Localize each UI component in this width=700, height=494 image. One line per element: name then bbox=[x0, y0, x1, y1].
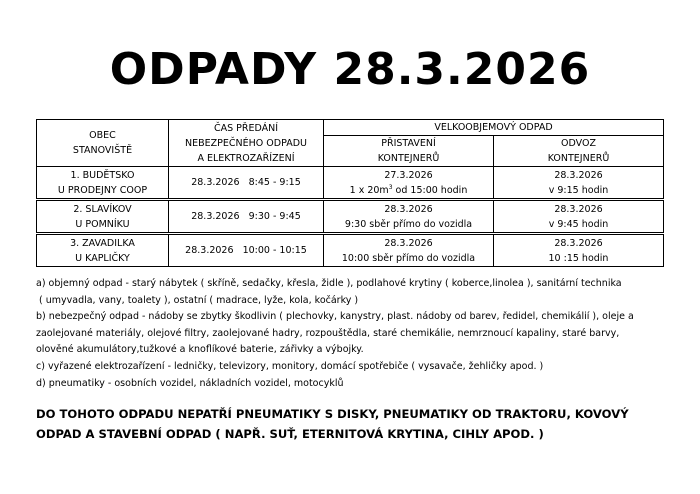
pristaveni-detail: 10:00 sběr přímo do vozidla bbox=[341, 252, 476, 264]
warning-line1: DO TOHOTO ODPADU NEPATŘÍ PNEUMATIKY S DISKY, PNEUMATIKY OD TRAKTORU, KOVOVÝ bbox=[36, 407, 629, 421]
pristaveni-detail-a: 1 x 20m bbox=[349, 184, 389, 196]
header-cas bbox=[169, 120, 324, 167]
table-row bbox=[37, 201, 664, 233]
header-obec bbox=[37, 120, 169, 167]
note-c-line1: c) vyřazené elektrozařízení - ledničky, televizory, monitory, domácí spotřebiče ( vysavače, žehličky apod. ) bbox=[36, 360, 544, 372]
note-a-line2: ( umyvadla, vany, toalety ), ostatní ( madrace, lyže, kola, kočárky ) bbox=[39, 294, 359, 306]
cell-cas: 28.3.2026 10:00 - 10:15 bbox=[169, 235, 324, 267]
pristaveni-detail-b: od 15:00 hodin bbox=[392, 184, 468, 196]
cell-obec bbox=[37, 167, 169, 199]
exclusion-warning bbox=[36, 404, 676, 444]
cell-odvoz bbox=[494, 167, 664, 199]
table-row bbox=[37, 235, 664, 267]
obec-location: U PRODEJNY COOP bbox=[57, 184, 148, 196]
note-b-line2: zaolejované materiály, olejové filtry, zaolejované hadry, rozpouštědla, staré chemikálie, nemrznoucí kapaliny, staré barvy, bbox=[36, 327, 620, 339]
note-a-line1: a) objemný odpad - starý nábytek ( skříně, sedačky, křesla, židle ), podlahové krytiny ( koberce,linolea ), sanitární technika bbox=[36, 278, 622, 289]
obec-location: U POMNÍKU bbox=[75, 218, 130, 230]
note-d-line1: d) pneumatiky - osobních vozidel, nákladních vozidel, motocyklů bbox=[36, 377, 344, 389]
odvoz-date: 28.3.2026 bbox=[554, 203, 603, 215]
cell-pristaveni bbox=[324, 201, 494, 233]
cell-pristaveni bbox=[324, 167, 494, 199]
cell-obec bbox=[37, 235, 169, 267]
header-pristaveni-line1: PŘISTAVENÍ bbox=[381, 138, 436, 149]
cell-pristaveni bbox=[324, 235, 494, 267]
header-odvoz-line2: KONTEJNERŮ bbox=[547, 153, 610, 164]
table-row bbox=[37, 167, 664, 199]
header-cas-line2: NEBEZPEČNÉHO ODPADU bbox=[185, 137, 307, 149]
pristaveni-date: 28.3.2026 bbox=[384, 203, 433, 215]
obec-name: 3. ZAVADILKA bbox=[70, 237, 135, 249]
header-pristaveni-line2: KONTEJNERŮ bbox=[377, 153, 440, 164]
obec-name: 2. SLAVÍKOV bbox=[73, 203, 132, 215]
table-header-row bbox=[37, 120, 664, 136]
odvoz-time: v 9:15 hodin bbox=[548, 184, 609, 196]
odvoz-time: 10 :15 hodin bbox=[548, 252, 609, 264]
cell-odvoz bbox=[494, 235, 664, 267]
cell-obec bbox=[37, 201, 169, 233]
note-b-line1: b) nebezpečný odpad - nádoby se zbytky škodlivin ( plechovky, kanystry, plast. nádoby od barev, ředidel, chemikálií ), oleje a bbox=[36, 311, 634, 323]
header-obec-line1: OBEC bbox=[89, 130, 116, 141]
cell-odvoz bbox=[494, 201, 664, 233]
odvoz-time: v 9:45 hodin bbox=[548, 218, 609, 230]
pristaveni-detail bbox=[326, 183, 491, 198]
pristaveni-detail: 9:30 sběr přímo do vozidla bbox=[344, 218, 473, 230]
warning-line2: ODPAD A STAVEBNÍ ODPAD ( NAPŘ. SUŤ, ETERNITOVÁ KRYTINA, CIHLY APOD. ) bbox=[36, 427, 544, 441]
waste-categories-notes bbox=[36, 276, 676, 392]
header-cas-line3: A ELEKTROZAŘÍZENÍ bbox=[197, 152, 295, 164]
pristaveni-detail-sup: 3 bbox=[388, 183, 393, 191]
odvoz-date: 28.3.2026 bbox=[554, 169, 603, 181]
header-cas-line1: ČAS PŘEDÁNÍ bbox=[213, 122, 279, 134]
pristaveni-date: 27.3.2026 bbox=[384, 169, 433, 181]
header-obec-line2: STANOVIŠTĚ bbox=[72, 145, 133, 156]
header-pristaveni bbox=[324, 136, 494, 167]
page-title: ODPADY 28.3.2026 bbox=[109, 44, 591, 95]
odvoz-date: 28.3.2026 bbox=[554, 237, 603, 249]
pristaveni-date: 28.3.2026 bbox=[384, 237, 433, 249]
obec-name: 1. BUDĚTSKO bbox=[70, 169, 135, 181]
header-odvoz-line1: ODVOZ bbox=[561, 138, 596, 149]
header-odvoz bbox=[494, 136, 664, 167]
cell-cas: 28.3.2026 8:45 - 9:15 bbox=[169, 167, 324, 199]
header-velkoobjemovy: VELKOOBJEMOVÝ ODPAD bbox=[324, 120, 664, 136]
cell-cas: 28.3.2026 9:30 - 9:45 bbox=[169, 201, 324, 233]
note-b-line3: olověné akumulátory,tužkové a knoflíkové baterie, zářivky a výbojky. bbox=[36, 344, 364, 356]
obec-location: U KAPLIČKY bbox=[75, 252, 130, 264]
schedule-table bbox=[36, 119, 664, 267]
